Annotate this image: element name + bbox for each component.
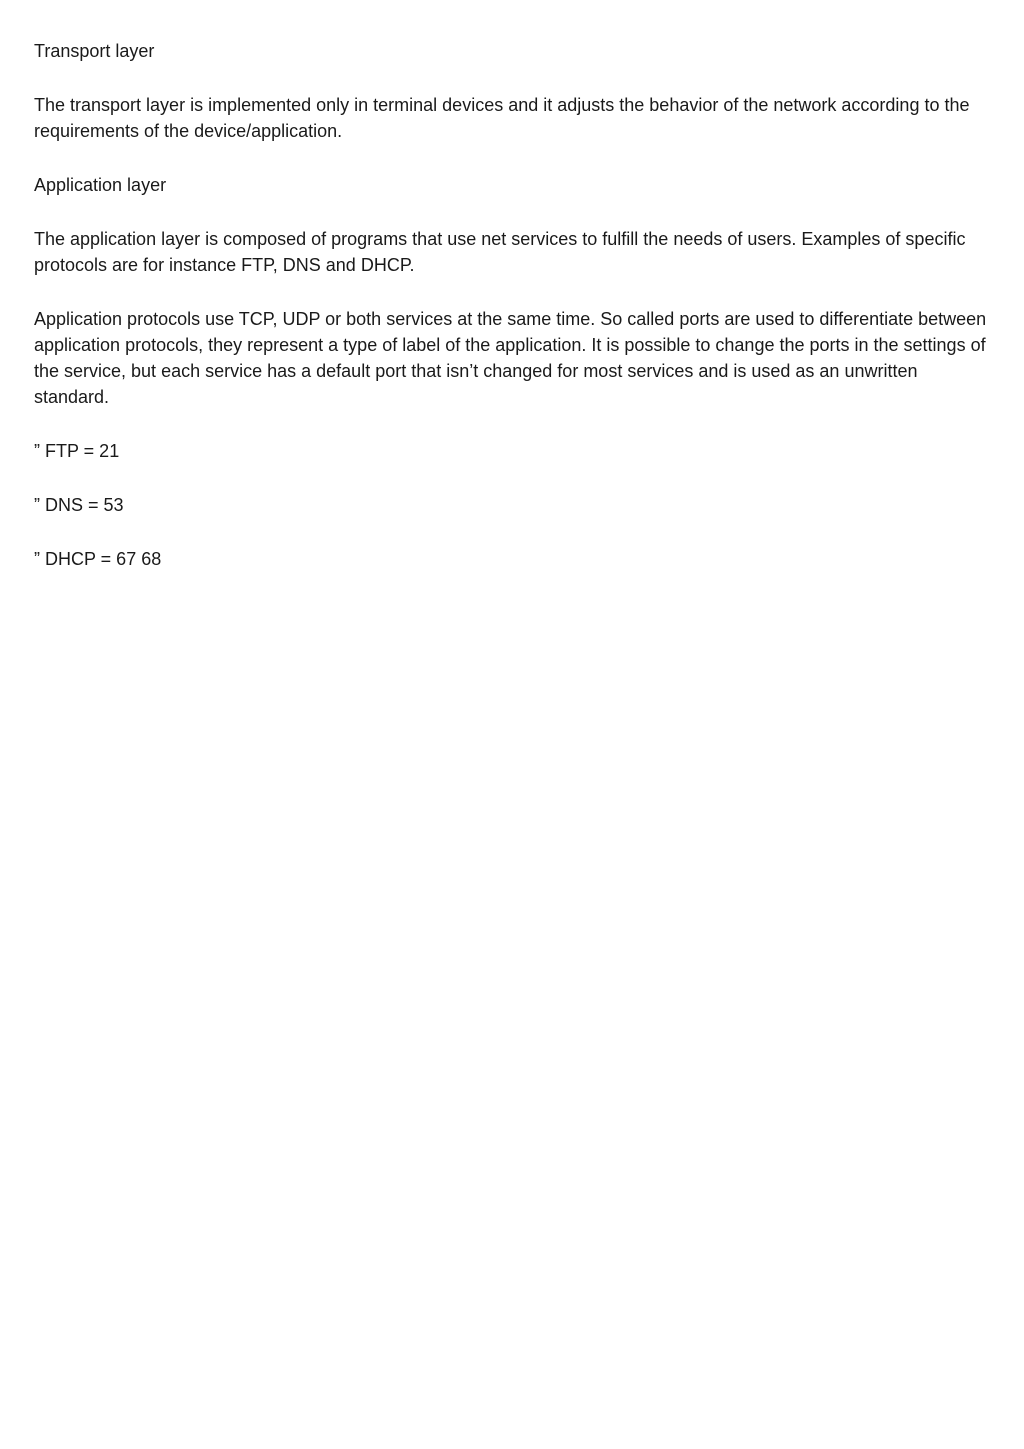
transport-layer-heading: Transport layer [34, 41, 155, 61]
transport-layer-paragraph: The transport layer is implemented only in terminal devices and it adjusts the behavior of the network according to the requirements of the device/application. [34, 95, 970, 141]
port-item-ftp: ” FTP = 21 [34, 441, 120, 461]
application-layer-heading: Application layer [34, 175, 167, 195]
document-page [34, 38, 994, 600]
port-item-dhcp: ” DHCP = 67 68 [34, 549, 162, 569]
application-protocols-paragraph: Application protocols use TCP, UDP or both services at the same time. So called ports are used to differentiate between application protocols, they represent a type of label of the application. It is possible to change the ports in the settings of the service, but each service has a default port that isn’t changed for most services and is used as an unwritten standard. [34, 309, 987, 407]
port-item-dns: ” DNS = 53 [34, 495, 124, 515]
application-layer-paragraph: The application layer is composed of programs that use net services to fulfill the needs of users. Examples of specific protocols are for instance FTP, DNS and DHCP. [34, 229, 966, 275]
